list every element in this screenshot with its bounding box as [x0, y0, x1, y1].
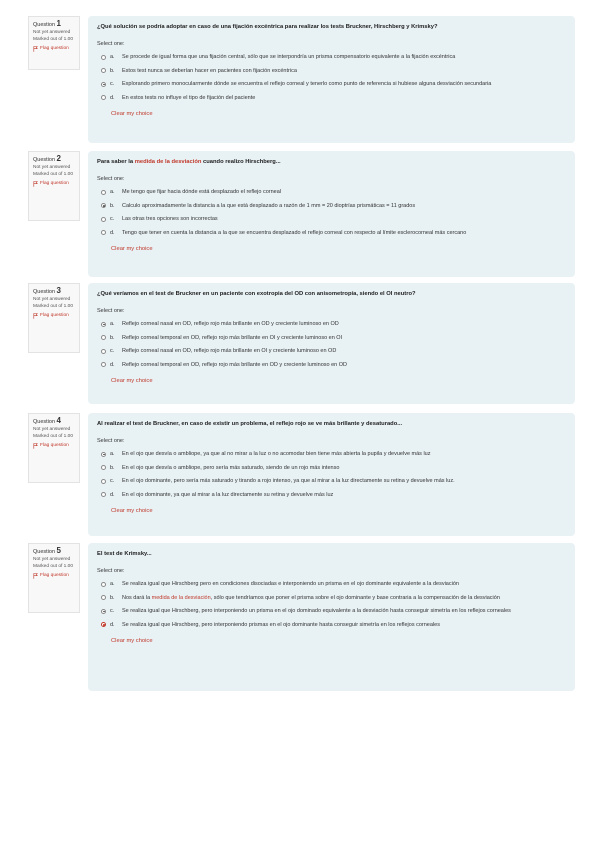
- question-state: Not yet answered: [33, 297, 71, 302]
- question-text: Para saber la medida de la desviación cuando realizo Hirschberg...: [97, 159, 281, 165]
- answer-letter: a.: [110, 54, 115, 60]
- question-content: [88, 151, 575, 277]
- answer-text: Estos test nunca se deberían hacer en pacientes con fijación excéntrica: [122, 67, 297, 74]
- question-number: Question 4: [33, 416, 61, 425]
- question-grade: Marked out of 1.00: [33, 37, 73, 42]
- answer-option[interactable]: [97, 53, 566, 62]
- answer-letter: d.: [110, 491, 115, 498]
- question-state: Not yet answered: [33, 30, 71, 35]
- question-info: [28, 283, 80, 353]
- answer-option[interactable]: [97, 67, 566, 76]
- flag-icon: [33, 46, 38, 52]
- select-one-prompt: Select one:: [97, 176, 125, 182]
- answer-option[interactable]: [97, 594, 566, 603]
- answer-text: Reflejo corneal temporal en OD, reflejo rojo más brillante en OI y creciente luminoso en OI: [122, 334, 343, 341]
- select-one-prompt: Select one:: [97, 438, 125, 444]
- flag-label: Flag question: [40, 573, 69, 578]
- answer-text: En estos tests no influye el tipo de fijación del paciente: [122, 94, 256, 101]
- radio-button-selected[interactable]: [101, 452, 106, 457]
- question-grade: Marked out of 1.00: [33, 564, 73, 569]
- question-state: Not yet answered: [33, 557, 71, 562]
- answer-text: Se procede de igual forma que una fijación central, sólo que se interpondría un prisma compensatorio equivalente a la fijación excéntrica: [122, 54, 456, 60]
- question-state: Not yet answered: [33, 165, 71, 170]
- answer-option[interactable]: [97, 334, 566, 343]
- answer-option[interactable]: [97, 361, 566, 370]
- flag-question-link[interactable]: [33, 46, 75, 52]
- question-content: [88, 413, 575, 536]
- answer-letter: c.: [110, 81, 115, 87]
- clear-choice-link[interactable]: Clear my choice: [111, 378, 153, 384]
- question-content: [88, 283, 575, 404]
- answer-option[interactable]: [97, 621, 566, 630]
- radio-button-selected[interactable]: [101, 203, 106, 208]
- answer-text: Se realiza igual que Hirschberg, pero interponiendo un prisma en el ojo dominado equivalente a la desviación hasta conseguir simetría en los reflejos corneales: [122, 608, 511, 614]
- answer-text: Reflejo corneal temporal en OD, reflejo rojo más brillante en OD y creciente luminoso en OD: [122, 361, 347, 368]
- question-state: Not yet answered: [33, 427, 71, 432]
- answer-text: Explorando primero monocularmente dónde se encuentra el reflejo corneal y tenerlo como punto de referencia si hubiese alguna desviación secundaria: [122, 81, 492, 87]
- answer-letter: c.: [110, 478, 115, 484]
- answer-option[interactable]: [97, 347, 566, 356]
- answer-letter: d.: [110, 94, 115, 101]
- answer-letter: c.: [110, 608, 115, 614]
- flag-label: Flag question: [40, 313, 69, 318]
- radio-button[interactable]: [101, 55, 106, 60]
- answer-letter: c.: [110, 216, 115, 222]
- select-one-prompt: Select one:: [97, 568, 125, 574]
- radio-button-selected[interactable]: [101, 609, 106, 614]
- answer-letter: b.: [110, 464, 115, 471]
- answer-letter: a.: [110, 189, 115, 195]
- answer-option[interactable]: [97, 215, 566, 224]
- answer-letter: d.: [110, 361, 115, 368]
- answer-letter: c.: [110, 348, 115, 354]
- answer-option[interactable]: [97, 320, 566, 329]
- answer-option[interactable]: [97, 94, 566, 103]
- flag-label: Flag question: [40, 46, 69, 51]
- flag-icon: [33, 573, 38, 579]
- answer-text: Me tengo que fijar hacia dónde está desplazado el reflejo corneal: [122, 189, 281, 195]
- answer-text: Reflejo corneal nasal en OD, reflejo rojo más brillante en OD y creciente luminoso en OD: [122, 321, 339, 327]
- answer-option[interactable]: [97, 491, 566, 500]
- flag-label: Flag question: [40, 181, 69, 186]
- radio-button[interactable]: [101, 465, 106, 470]
- answer-letter: b.: [110, 67, 115, 74]
- answer-option[interactable]: [97, 188, 566, 197]
- radio-button[interactable]: [101, 217, 106, 222]
- question-number: Question 2: [33, 154, 61, 163]
- answer-text: Las otras tres opciones son incorrectas: [122, 216, 218, 222]
- answer-letter: d.: [110, 229, 115, 236]
- flag-question-link[interactable]: [33, 313, 75, 319]
- answer-text: En el ojo dominante, pero sería más saturado y tirando a rojo intenso, ya que al mirar a la luz directamente su retina y devuelve más luz.: [122, 478, 455, 484]
- answer-option[interactable]: [97, 202, 566, 211]
- answer-option[interactable]: [97, 229, 566, 238]
- radio-button[interactable]: [101, 582, 106, 587]
- flag-icon: [33, 313, 38, 319]
- answer-option[interactable]: [97, 607, 566, 616]
- question-text: Al realizar el test de Bruckner, en caso de existir un problema, el reflejo rojo se ve más brillante y desaturado...: [97, 421, 403, 427]
- clear-choice-link[interactable]: Clear my choice: [111, 111, 153, 117]
- question-info: [28, 543, 80, 613]
- answer-letter: a.: [110, 581, 115, 587]
- question-grade: Marked out of 1.00: [33, 304, 73, 309]
- answer-letter: b.: [110, 202, 115, 209]
- flag-icon: [33, 181, 38, 187]
- answer-letter: a.: [110, 321, 115, 327]
- answer-text: Nos dará la medida de la desviación, sólo que tendríamos que poner el prisma sobre el ojo dominante y base contraria a la compensación de la desviación: [122, 594, 500, 601]
- answer-text: En el ojo que desvía o ambliope, ya que al no mirar a la luz o no acomodar bien tiene más abierta la pupila y devuelve más luz: [122, 451, 431, 457]
- answer-option[interactable]: [97, 580, 566, 589]
- answer-text: Calculo aproximadamente la distancia a la que está desplazado a razón de 1 mm = 20 dioptrías prismáticas = 11 grados: [122, 202, 416, 209]
- answer-text: Se realiza igual que Hirschberg, pero interponiendo prismas en el ojo dominante hasta conseguir simetría en los reflejos corneales: [122, 621, 440, 628]
- flag-question-link[interactable]: [33, 443, 75, 449]
- radio-button[interactable]: [101, 230, 106, 235]
- answer-text: En el ojo dominante, ya que al mirar a la luz directamente su retina y devuelve más luz: [122, 491, 334, 498]
- clear-choice-link[interactable]: Clear my choice: [111, 638, 153, 644]
- question-number: Question 5: [33, 546, 61, 555]
- radio-button-selected[interactable]: [101, 622, 106, 627]
- flag-question-link[interactable]: [33, 181, 75, 187]
- question-content: [88, 543, 575, 691]
- radio-button-selected[interactable]: [101, 82, 106, 87]
- question-number: Question 1: [33, 19, 61, 28]
- radio-button[interactable]: [101, 492, 106, 497]
- clear-choice-link[interactable]: Clear my choice: [111, 508, 153, 514]
- radio-button-selected[interactable]: [101, 322, 106, 327]
- question-grade: Marked out of 1.00: [33, 172, 73, 177]
- radio-button[interactable]: [101, 362, 106, 367]
- select-one-prompt: Select one:: [97, 308, 125, 314]
- radio-button[interactable]: [101, 95, 106, 100]
- clear-choice-link[interactable]: Clear my choice: [111, 246, 153, 252]
- highlighted-term: medida de la desviación: [134, 159, 202, 165]
- question-number: Question 3: [33, 286, 61, 295]
- answer-text: Se realiza igual que Hirschberg pero en condiciones disociadas e interponiendo un prisma en el ojo dominante equivalente a la desviación: [122, 581, 459, 587]
- flag-icon: [33, 443, 38, 449]
- answer-option[interactable]: [97, 80, 566, 89]
- question-info: [28, 16, 80, 70]
- radio-button[interactable]: [101, 190, 106, 195]
- question-grade: Marked out of 1.00: [33, 434, 73, 439]
- answer-text: En el ojo que desvía o ambliope, pero sería más saturado, siendo de un rojo más intenso: [122, 464, 340, 471]
- answer-option[interactable]: [97, 450, 566, 459]
- radio-button[interactable]: [101, 479, 106, 484]
- answer-letter: a.: [110, 451, 115, 457]
- answer-text: Tengo que tener en cuenta la distancia a la que se encuentra desplazado el reflejo corneal con respecto al límite esclerocorneal más cercano: [122, 229, 467, 236]
- answer-letter: b.: [110, 334, 115, 341]
- answer-option[interactable]: [97, 464, 566, 473]
- question-info: [28, 413, 80, 483]
- question-text: ¿Qué veríamos en el test de Bruckner en un paciente con exotropia del OD con anisometropía, siendo el OI neutro?: [97, 291, 416, 297]
- answer-option[interactable]: [97, 477, 566, 486]
- radio-button[interactable]: [101, 595, 106, 600]
- question-text: ¿Qué solución se podría adoptar en caso de una fijación excéntrica para realizar los tests Bruckner, Hirschberg y Krimsky?: [97, 24, 438, 30]
- highlighted-term: medida de la desviación: [151, 594, 211, 601]
- question-info: [28, 151, 80, 221]
- radio-button[interactable]: [101, 68, 106, 73]
- flag-label: Flag question: [40, 443, 69, 448]
- answer-text: Reflejo corneal nasal en OD, reflejo rojo más brillante en OI y creciente luminoso en OD: [122, 348, 337, 354]
- answer-letter: b.: [110, 594, 115, 601]
- answer-letter: d.: [110, 621, 115, 628]
- question-content: [88, 16, 575, 143]
- question-text: El test de Krimsky...: [97, 551, 152, 557]
- radio-button[interactable]: [101, 349, 106, 354]
- select-one-prompt: Select one:: [97, 41, 125, 47]
- flag-question-link[interactable]: [33, 573, 75, 579]
- radio-button[interactable]: [101, 335, 106, 340]
